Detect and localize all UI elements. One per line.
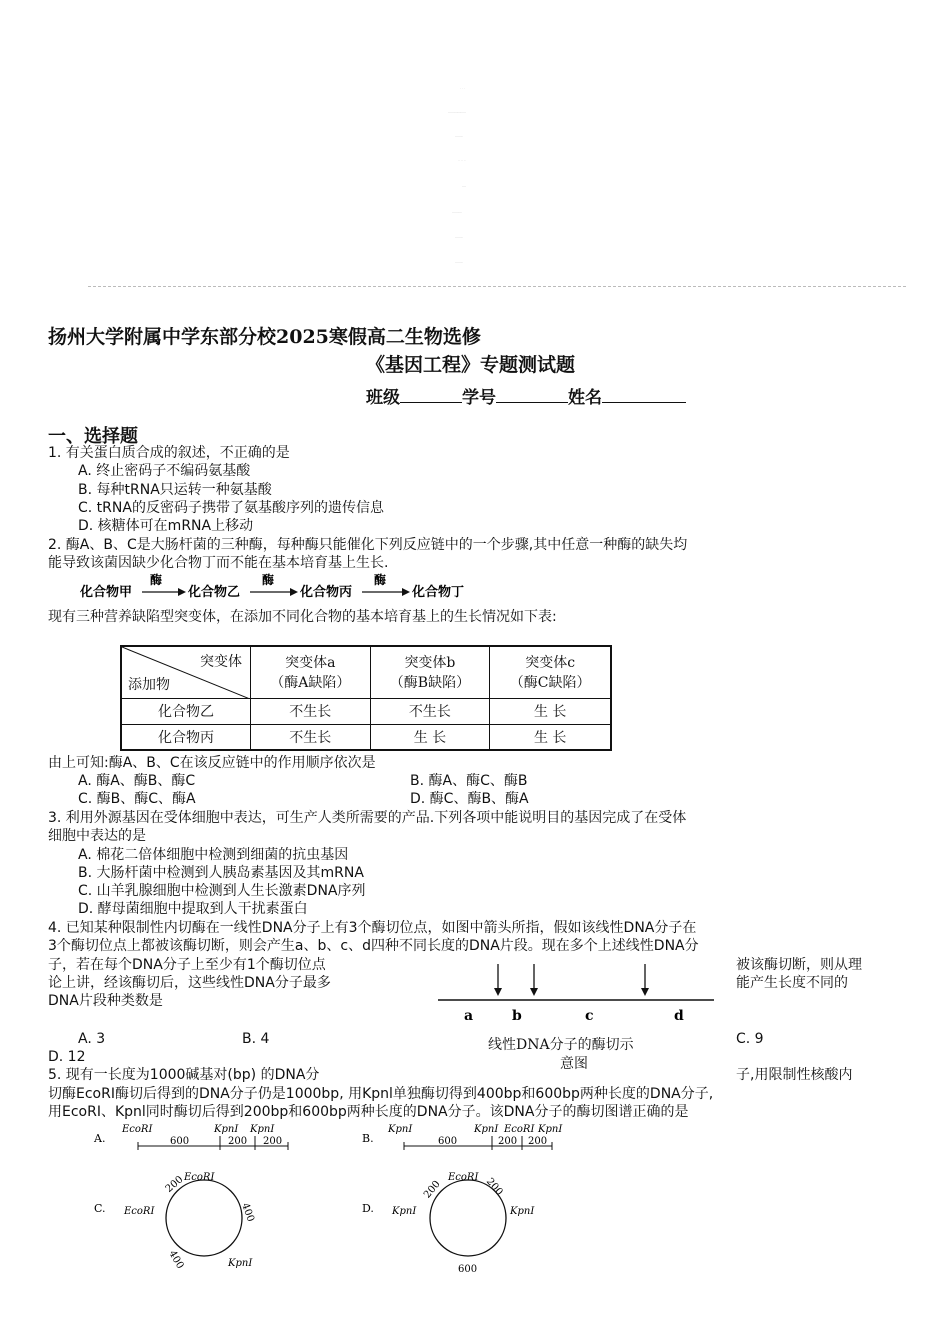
q2-option: D. 酶C、酶B、酶A bbox=[410, 791, 529, 807]
q3-option: B. 大肠杆菌中检测到人胰岛素基因及其mRNA bbox=[78, 865, 364, 881]
length-label: 200 bbox=[422, 1178, 443, 1201]
q5-stem: 5. 现有一长度为1000碱基对(bp) 的DNA分 bbox=[48, 1067, 320, 1083]
option-label-d: D. bbox=[362, 1202, 374, 1215]
diagram-caption: 意图 bbox=[560, 1056, 588, 1072]
enzyme-label: 酶 bbox=[150, 573, 163, 587]
map-b bbox=[387, 1124, 563, 1150]
q4-stem: DNA片段种类数是 bbox=[48, 993, 163, 1009]
cut-site-arrow bbox=[494, 964, 502, 996]
site-label: EcoRI bbox=[122, 1124, 153, 1135]
length-label: 400 bbox=[239, 1201, 256, 1224]
q3-stem: 3. 利用外源基因在受体细胞中表达，可生产人类所需要的产品.下列各项中能说明目的基因完成了在受体 bbox=[48, 810, 687, 826]
name-label: 姓名 bbox=[568, 388, 602, 408]
header-faint-line: ........ bbox=[455, 134, 463, 138]
length-label: 600 bbox=[458, 1264, 478, 1275]
fragment-label: a bbox=[464, 1008, 474, 1020]
q4-option-b: B. 4 bbox=[242, 1031, 270, 1047]
table-cell: 生 长 bbox=[490, 698, 611, 724]
q2-option: A. 酶A、酶B、酶C bbox=[78, 773, 196, 789]
diagram-caption: 线性DNA分子的酶切示 bbox=[488, 1037, 634, 1053]
number-label: 学号 bbox=[462, 388, 496, 408]
section-heading: 一、选择题 bbox=[48, 426, 138, 447]
compound-ding: 化合物丁 bbox=[412, 585, 465, 600]
header-faint-line: .......... bbox=[452, 210, 462, 214]
col-name: 突变体a bbox=[285, 655, 336, 672]
option-label-c: C. bbox=[94, 1202, 106, 1215]
q4-option-a: A. 3 bbox=[78, 1031, 106, 1047]
table-header-cell bbox=[490, 646, 611, 698]
table-header-cell bbox=[370, 646, 490, 698]
compound-bing: 化合物丙 bbox=[300, 585, 353, 600]
corner-top-label: 突变体 bbox=[200, 654, 242, 670]
q5-stem: 子,用限制性核酸内 bbox=[736, 1067, 853, 1083]
header-faint-line: .... bbox=[462, 184, 466, 188]
table-cell: 不生长 bbox=[251, 724, 371, 750]
table-row bbox=[121, 698, 611, 724]
fragment-label: c bbox=[585, 1008, 594, 1020]
q4-stem: 被该酶切断，则从理 bbox=[736, 957, 862, 973]
cut-site-arrow bbox=[641, 964, 649, 996]
reaction-chain-diagram bbox=[78, 572, 498, 602]
length-label: 600 bbox=[170, 1136, 190, 1147]
map-a bbox=[121, 1124, 288, 1150]
q3-option: C. 山羊乳腺细胞中检测到人生长激素DNA序列 bbox=[78, 883, 366, 899]
q4-stem: 子，若在每个DNA分子上至少有1个酶切位点 bbox=[48, 957, 326, 973]
q1-option: D. 核糖体可在mRNA上移动 bbox=[78, 518, 254, 534]
header-faint-line: ........ bbox=[455, 260, 463, 264]
number-blank[interactable] bbox=[496, 388, 568, 403]
site-label: EcoRI bbox=[124, 1206, 155, 1217]
header-divider bbox=[88, 286, 906, 287]
option-label-b: B. bbox=[362, 1132, 374, 1145]
row-label: 化合物乙 bbox=[121, 698, 251, 724]
cut-site-arrow bbox=[530, 964, 538, 996]
site-label: KpnI bbox=[250, 1124, 275, 1135]
page-subtitle: 《基因工程》专题测试题 bbox=[366, 354, 576, 376]
table-cell: 生 长 bbox=[370, 724, 490, 750]
site-label: KpnI bbox=[228, 1258, 253, 1269]
header-faint-line: ·· ·· ·· bbox=[458, 158, 466, 162]
site-label: KpnI bbox=[392, 1206, 417, 1217]
header-faint-line: ........ bbox=[455, 235, 463, 239]
q4-stem: 论上讲，经该酶切后，这些线性DNA分子最多 bbox=[48, 975, 331, 991]
q4-option-d: D. 12 bbox=[48, 1049, 86, 1065]
q2-stem: 能导致该菌因缺少化合物丁而不能在基本培育基上生长. bbox=[48, 555, 389, 571]
class-blank[interactable] bbox=[400, 388, 462, 403]
site-label: EcoRI bbox=[184, 1172, 215, 1183]
q5-stem: 切酶EcoRI酶切后得到的DNA分子仍是1000bp, 用Kpnl单独酶切得到400bp和600bp两种长度的DNA分子, bbox=[48, 1086, 714, 1102]
site-label: EcoRI bbox=[448, 1172, 479, 1183]
table-header-cell bbox=[251, 646, 371, 698]
enzyme-label: 酶 bbox=[374, 573, 387, 587]
class-label: 班级 bbox=[366, 388, 400, 408]
length-label: 400 bbox=[166, 1248, 186, 1271]
length-label: 200 bbox=[528, 1136, 548, 1147]
q1-stem: 1. 有关蛋白质合成的叙述，不正确的是 bbox=[48, 445, 290, 461]
arrow-head bbox=[178, 588, 186, 596]
compound-yi: 化合物乙 bbox=[188, 585, 241, 600]
q1-option: B. 每种tRNA只运转一种氨基酸 bbox=[78, 482, 272, 498]
site-label: KpnI bbox=[388, 1124, 413, 1135]
table-cell: 生 长 bbox=[490, 724, 611, 750]
map-d bbox=[391, 1172, 535, 1275]
header-faint-line: ................... bbox=[448, 110, 467, 114]
table-row bbox=[121, 724, 611, 750]
option-label-a: A. bbox=[94, 1132, 106, 1145]
col-sub: （酶A缺陷） bbox=[270, 675, 351, 692]
growth-table bbox=[120, 645, 612, 751]
name-blank[interactable] bbox=[602, 388, 686, 403]
length-label: 200 bbox=[483, 1176, 505, 1198]
table-cell: 不生长 bbox=[370, 698, 490, 724]
restriction-maps bbox=[80, 1120, 600, 1278]
site-label: KpnI bbox=[538, 1124, 563, 1135]
table-corner-cell bbox=[121, 646, 251, 698]
arrow-head bbox=[290, 588, 298, 596]
arrow-head bbox=[402, 588, 410, 596]
q1-option: C. tRNA的反密码子携带了氨基酸序列的遗传信息 bbox=[78, 500, 384, 516]
length-label: 600 bbox=[438, 1136, 458, 1147]
q4-stem: 能产生长度不同的 bbox=[736, 975, 848, 991]
col-name: 突变体c bbox=[525, 655, 576, 672]
q2-conclusion: 由上可知:酶A、B、C在该反应链中的作用顺序依次是 bbox=[48, 755, 376, 771]
row-label: 化合物丙 bbox=[121, 724, 251, 750]
header-faint-line: · · · bbox=[460, 86, 465, 90]
fragment-label: b bbox=[512, 1008, 522, 1020]
col-sub: （酶B缺陷） bbox=[389, 675, 471, 692]
q2-option: C. 酶B、酶C、酶A bbox=[78, 791, 196, 807]
site-label: KpnI bbox=[474, 1124, 499, 1135]
length-label: 200 bbox=[498, 1136, 518, 1147]
length-label: 200 bbox=[163, 1174, 186, 1195]
q3-option: A. 棉花二倍体细胞中检测到细菌的抗虫基因 bbox=[78, 847, 349, 863]
student-info bbox=[366, 388, 686, 408]
corner-bottom-label: 添加物 bbox=[128, 676, 170, 693]
q3-stem: 细胞中表达的是 bbox=[48, 828, 146, 844]
fragment-label: d bbox=[674, 1008, 684, 1020]
q4-option-c: C. 9 bbox=[736, 1031, 764, 1047]
compound-jia: 化合物甲 bbox=[80, 585, 133, 600]
length-label: 200 bbox=[228, 1136, 248, 1147]
q3-option: D. 酵母菌细胞中提取到人干扰素蛋白 bbox=[78, 901, 308, 917]
col-sub: （酶C缺陷） bbox=[509, 675, 591, 692]
q4-stem: 3个酶切位点上都被该酶切断，则会产生a、b、c、d四种不同长度的DNA片段。现在多个上述线性DNA分 bbox=[48, 938, 699, 954]
site-label: KpnI bbox=[510, 1206, 535, 1217]
page-title: 扬州大学附属中学东部分校2025寒假高二生物选修 bbox=[48, 326, 481, 348]
enzyme-label: 酶 bbox=[262, 573, 275, 587]
linear-dna-diagram bbox=[430, 958, 720, 1020]
q2-option: B. 酶A、酶C、酶B bbox=[410, 773, 528, 789]
site-label: KpnI bbox=[214, 1124, 239, 1135]
map-c bbox=[123, 1172, 256, 1271]
table-cell: 不生长 bbox=[251, 698, 371, 724]
site-label: EcoRI bbox=[504, 1124, 535, 1135]
q4-stem: 4. 已知某种限制性内切酶在一线性DNA分子上有3个酶切位点，如图中箭头所指，假如该线性DNA分子在 bbox=[48, 920, 697, 936]
q1-option: A. 终止密码子不编码氨基酸 bbox=[78, 463, 251, 479]
length-label: 200 bbox=[263, 1136, 283, 1147]
col-name: 突变体b bbox=[404, 655, 456, 672]
q2-stem: 2. 酶A、B、C是大肠杆菌的三种酶，每种酶只能催化下列反应链中的一个步骤,其中任意一种酶的缺失均 bbox=[48, 537, 688, 553]
q2-intro: 现有三种营养缺陷型突变体，在添加不同化合物的基本培育基上的生长情况如下表: bbox=[48, 609, 557, 625]
q5-stem: 用EcoRI、Kpnl同时酶切后得到200bp和600bp两种长度的DNA分子。该DNA分子的酶切图谱正确的是 bbox=[48, 1104, 689, 1120]
